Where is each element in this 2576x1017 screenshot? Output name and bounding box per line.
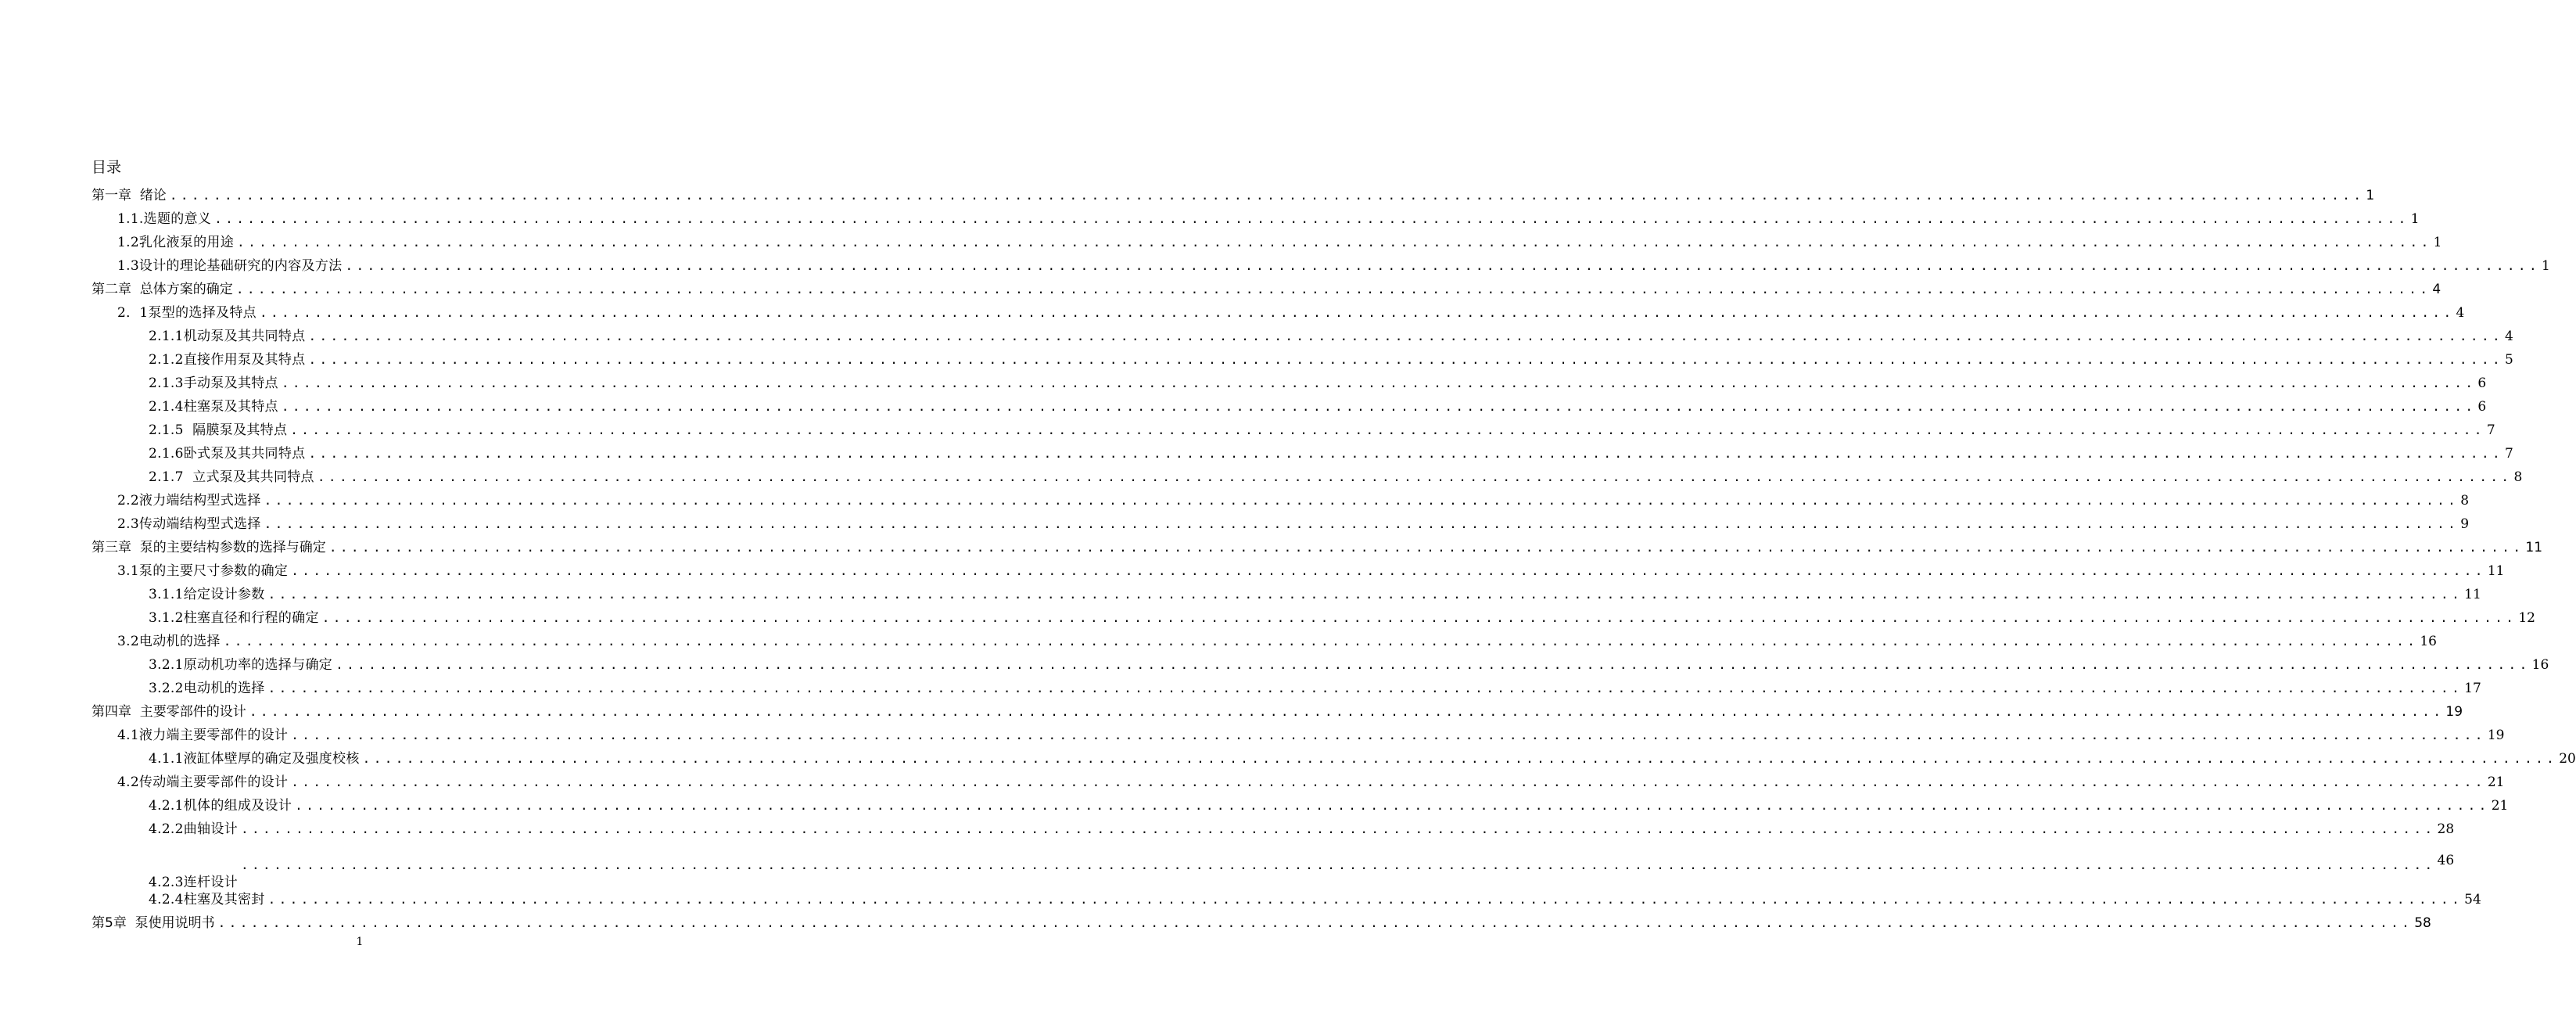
toc-entry-label: 2．1泵型的选择及特点 xyxy=(117,305,257,321)
toc-entry-label: 4.2.2曲轴设计 xyxy=(149,821,238,837)
toc-entry-label: 4.2传动端主要零部件的设计 xyxy=(117,774,289,790)
toc-entry[interactable] xyxy=(149,322,2513,345)
toc-entry-page: 6 xyxy=(2477,376,2487,391)
toc-leader-dots: ........................................................................................................................................................................................................ xyxy=(308,352,2504,367)
toc-entry-page: 19 xyxy=(2445,704,2463,720)
toc-entry-page: 1 xyxy=(2410,211,2420,227)
toc-entry-page: 9 xyxy=(2460,516,2470,532)
toc-leader-dots: ........................................................................................................................................................................................................ xyxy=(291,774,2486,789)
toc-entry-label: 4.2.1机体的组成及设计 xyxy=(149,798,292,814)
toc-entry-page: 54 xyxy=(2464,892,2481,907)
toc-leader-dots: ........................................................................................................................................................................................................ xyxy=(345,258,2540,273)
toc-leader-dots: ........................................................................................................................................................................................................ xyxy=(237,235,2432,250)
toc-leader-dots: ........................................................................................................................................................................................................ xyxy=(223,634,2419,649)
toc-leader-dots: ........................................................................................................................................................................................................ xyxy=(267,681,2463,695)
toc-entry-page: 11 xyxy=(2487,563,2505,579)
toc-leader-dots: ........................................................................................................................................................................................................ xyxy=(217,915,2413,930)
toc-entry[interactable] xyxy=(91,908,2431,932)
toc-entry-page: 1 xyxy=(2542,258,2550,274)
toc-entry-label: 3.1.2柱塞直径和行程的确定 xyxy=(149,610,319,626)
toc-entry[interactable] xyxy=(149,603,2535,627)
toc-entry[interactable] xyxy=(91,275,2441,298)
toc-entry-page: 12 xyxy=(2518,610,2535,626)
toc-leader-dots: ........................................................................................................................................................................................................ xyxy=(235,282,2431,296)
toc-leader-dots: ........................................................................................................................................................................................................ xyxy=(264,493,2459,508)
toc-leader-dots: ........................................................................................................................................................................................................ xyxy=(267,892,2463,907)
toc-entry-page: 11 xyxy=(2464,587,2481,602)
toc-entry-page: 20 xyxy=(2559,751,2576,767)
toc-entry-page: 19 xyxy=(2487,728,2505,743)
toc-entry-page: 21 xyxy=(2491,798,2509,814)
toc-entry-label: 4.1.1液缸体壁厚的确定及强度校核 xyxy=(149,751,360,767)
toc-entry[interactable] xyxy=(91,181,2375,204)
toc-entry[interactable] xyxy=(117,767,2505,791)
toc-leader-dots: ........................................................................................................................................................................................................ xyxy=(291,728,2486,742)
toc-entry-page: 16 xyxy=(2531,657,2549,673)
toc-leader-dots: ........................................................................................................................................................................................................ xyxy=(295,798,2490,813)
toc-leader-dots: ........................................................................................................................................................................................................ xyxy=(317,469,2513,484)
toc-entry-page: 16 xyxy=(2420,634,2437,649)
toc-entry-page: 21 xyxy=(2487,774,2505,790)
toc-entry[interactable] xyxy=(149,368,2487,392)
toc-entry[interactable] xyxy=(91,697,2463,721)
toc-entry-page: 5 xyxy=(2505,352,2513,368)
toc-entry-label: 2.2液力端结构型式选择 xyxy=(117,493,261,508)
toc-entry-label: 3.2.1原动机功率的选择与确定 xyxy=(149,657,333,673)
toc-entry-page: 4 xyxy=(2505,329,2513,344)
toc-entry[interactable] xyxy=(149,580,2481,603)
toc-entry-label: 2.1.4柱塞泵及其特点 xyxy=(149,399,278,415)
toc-entry[interactable] xyxy=(149,791,2509,814)
toc-entry-label: 2.3传动端结构型式选择 xyxy=(117,516,261,532)
toc-entry[interactable] xyxy=(117,298,2465,322)
toc-entry-label: 2.1.2直接作用泵及其特点 xyxy=(149,352,306,368)
toc-leader-dots: ........................................................................................................................................................................................................ xyxy=(249,704,2445,719)
toc-leader-dots: ........................................................................................................................................................................................................ xyxy=(328,540,2524,555)
toc-entry-label: 2.1.3手动泵及其特点 xyxy=(149,376,278,391)
toc-entry[interactable] xyxy=(149,744,2576,767)
toc-entry-page: 7 xyxy=(2486,422,2495,438)
toc-entry[interactable] xyxy=(149,392,2487,415)
toc-entry-page: 1 xyxy=(2433,235,2442,250)
toc-entry-label: 1.2乳化液泵的用途 xyxy=(117,235,235,250)
toc-leader-dots: ........................................................................................................................................................................................................ xyxy=(335,657,2531,672)
toc-entry-label: 2.1.1机动泵及其共同特点 xyxy=(149,329,306,344)
toc-leader-dots: ........................................................................................................................................................................................................ xyxy=(240,857,2436,872)
toc-entry-page: 58 xyxy=(2414,915,2431,931)
toc-entry[interactable] xyxy=(117,228,2442,251)
toc-entry-label: 3.1.1给定设计参数 xyxy=(149,587,265,602)
toc-entry-page: 11 xyxy=(2525,540,2543,555)
toc-entry-page: 8 xyxy=(2460,493,2470,508)
toc-entry[interactable] xyxy=(149,415,2495,439)
toc-leader-dots: ........................................................................................................................................................................................................ xyxy=(291,563,2486,578)
toc-leader-dots: ........................................................................................................................................................................................................ xyxy=(240,821,2436,836)
toc-entry-page: 1 xyxy=(2366,188,2375,203)
toc-entry-page: 46 xyxy=(2437,853,2455,868)
toc-entry-page: 28 xyxy=(2437,821,2455,837)
toc-entry-label: 3.1泵的主要尺寸参数的确定 xyxy=(117,563,289,579)
toc-entry-label: 第二章 总体方案的确定 xyxy=(91,282,233,297)
toc-leader-dots: ........................................................................................................................................................................................................ xyxy=(214,211,2409,226)
toc-entry-label: 2.1.5 隔膜泵及其特点 xyxy=(149,422,288,438)
toc-entry-label: 第5章 泵使用说明书 xyxy=(91,915,215,931)
toc-leader-dots: ........................................................................................................................................................................................................ xyxy=(267,587,2463,602)
toc-leader-dots: ........................................................................................................................................................................................................ xyxy=(290,422,2485,437)
toc-entry-page: 4 xyxy=(2432,282,2441,297)
toc-entry[interactable] xyxy=(149,885,2481,908)
toc-entry-page: 7 xyxy=(2505,446,2513,462)
toc-entry[interactable] xyxy=(149,814,2455,838)
toc-title: 目录 xyxy=(91,159,122,176)
toc-entry[interactable] xyxy=(149,674,2481,697)
toc-entry-label: 3.2电动机的选择 xyxy=(117,634,221,649)
toc-entry-page: 6 xyxy=(2477,399,2487,415)
toc-entry-page: 4 xyxy=(2456,305,2465,321)
toc-entry-label: 1.3设计的理论基础研究的内容及方法 xyxy=(117,258,343,274)
toc-entry[interactable] xyxy=(149,650,2549,674)
toc-entry-page: 17 xyxy=(2464,681,2481,696)
toc-entry-label: 1.1.选题的意义 xyxy=(117,211,212,227)
toc-entry-label: 2.1.7 立式泵及其共同特点 xyxy=(149,469,314,485)
toc-entry[interactable] xyxy=(117,486,2470,509)
toc-leader-dots: ........................................................................................................................................................................................................ xyxy=(362,751,2558,766)
toc-entry[interactable] xyxy=(149,439,2513,462)
toc-entry-label: 第三章 泵的主要结构参数的选择与确定 xyxy=(91,540,326,555)
toc-entry[interactable] xyxy=(117,204,2420,228)
toc-leader-dots: ........................................................................................................................................................................................................ xyxy=(281,376,2477,390)
toc-entry[interactable] xyxy=(117,627,2437,650)
toc-entry[interactable] xyxy=(149,345,2513,368)
toc-entry[interactable] xyxy=(117,251,2550,275)
toc-leader-dots: ........................................................................................................................................................................................................ xyxy=(264,516,2459,531)
toc-entry[interactable] xyxy=(117,721,2505,744)
toc-entry-label: 4.1液力端主要零部件的设计 xyxy=(117,728,289,743)
toc-entry[interactable] xyxy=(117,509,2470,533)
toc-entry[interactable] xyxy=(91,533,2543,556)
toc-leader-dots: ........................................................................................................................................................................................................ xyxy=(169,188,2365,203)
toc-entry-label: 2.1.6卧式泵及其共同特点 xyxy=(149,446,306,462)
toc-entry-label: 第四章 主要零部件的设计 xyxy=(91,704,246,720)
toc-leader-dots: ........................................................................................................................................................................................................ xyxy=(308,329,2504,343)
toc-entry-page: 8 xyxy=(2513,469,2523,485)
toc-entry-label: 4.2.3连杆设计 xyxy=(149,875,238,890)
toc-leader-dots: ........................................................................................................................................................................................................ xyxy=(321,610,2517,625)
toc-entry-label: 第一章 绪论 xyxy=(91,188,167,203)
toc-entry-label: 3.2.2电动机的选择 xyxy=(149,681,265,696)
toc-entry[interactable] xyxy=(117,556,2505,580)
toc-entry[interactable] xyxy=(149,462,2523,486)
toc-leader-dots: ........................................................................................................................................................................................................ xyxy=(281,399,2477,414)
toc-leader-dots: ........................................................................................................................................................................................................ xyxy=(259,305,2455,320)
page-number: 1 xyxy=(356,936,364,948)
toc-entry-label: 4.2.4柱塞及其密封 xyxy=(149,892,265,907)
toc-leader-dots: ........................................................................................................................................................................................................ xyxy=(308,446,2504,461)
